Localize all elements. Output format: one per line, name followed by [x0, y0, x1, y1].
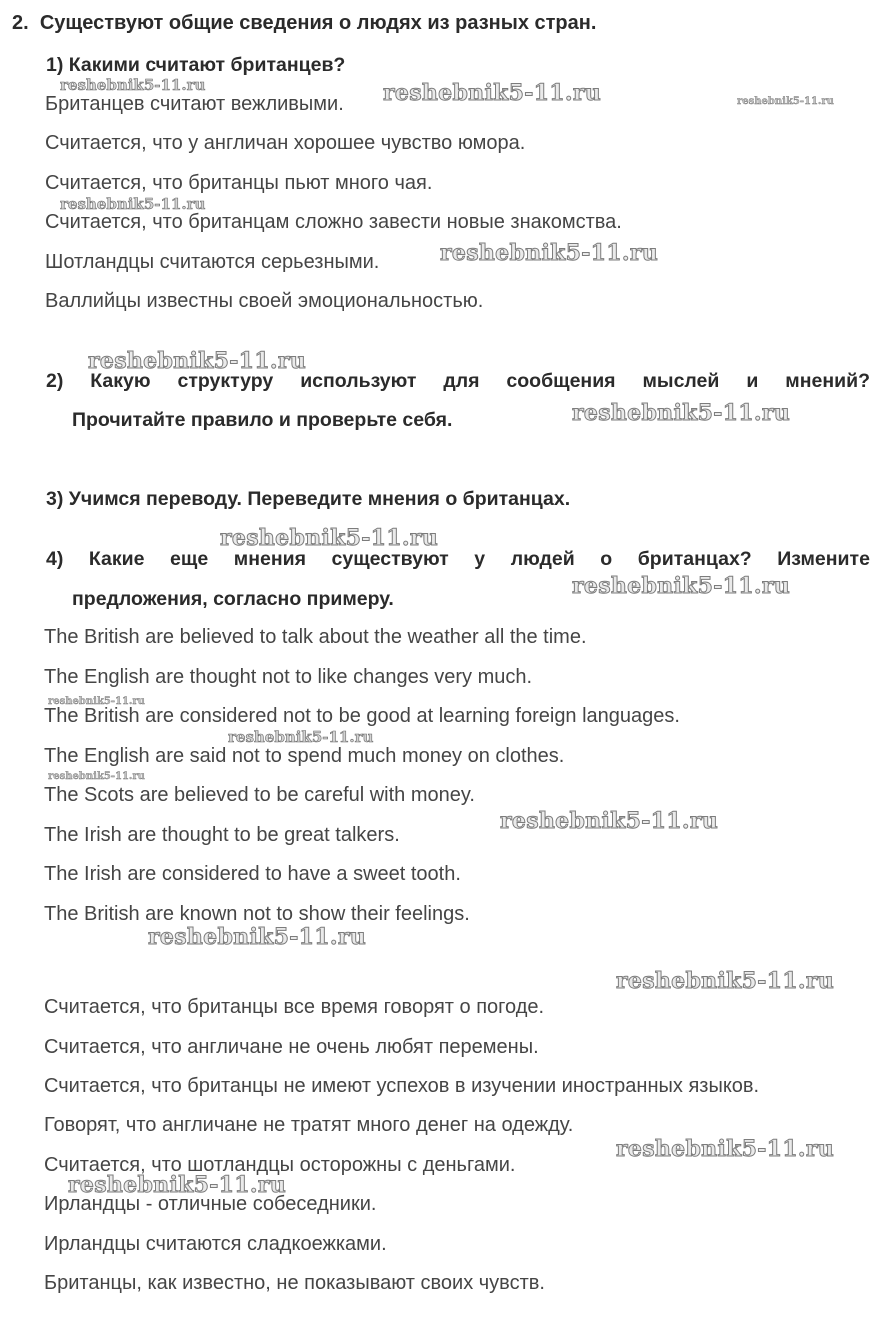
- english-sentence: The English are said not to spend much money on clothes.: [44, 745, 565, 767]
- watermark: reshebnik5-11.ru: [572, 400, 791, 426]
- heading-word: людей: [510, 548, 575, 570]
- russian-translation: Считается, что британцы все время говорят о погоде.: [44, 996, 545, 1018]
- heading-word: Какие: [88, 548, 145, 570]
- question-1-heading: 1) Какими считают британцев?: [46, 54, 346, 76]
- q1-answer: Считается, что у англичан хорошее чувство юмора.: [45, 132, 526, 154]
- english-sentence: The Irish are thought to be great talkers.: [44, 824, 400, 846]
- q1-answer: Считается, что британцам сложно завести новые знакомства.: [45, 211, 622, 233]
- question-number: 4): [46, 548, 64, 570]
- task-title: Существуют общие сведения о людях из разных стран.: [39, 12, 597, 34]
- heading-word: для: [443, 370, 480, 392]
- russian-translation: Британцы, как известно, не показывают своих чувств.: [44, 1272, 545, 1294]
- watermark: reshebnik5-11.ru: [60, 195, 206, 213]
- russian-translation: Считается, что англичане не очень любят перемены.: [44, 1036, 539, 1058]
- english-sentence: The British are considered not to be good at learning foreign languages.: [44, 705, 680, 727]
- english-sentence: The Scots are believed to be careful with money.: [44, 784, 475, 806]
- english-sentence: The Irish are considered to have a sweet tooth.: [44, 863, 461, 885]
- heading-word: мнения: [233, 548, 306, 570]
- heading-word: сообщения: [506, 370, 616, 392]
- watermark: reshebnik5-11.ru: [616, 968, 835, 994]
- heading-word: используют: [300, 370, 417, 392]
- question-4-instruction: предложения, согласно примеру.: [72, 588, 394, 610]
- watermark: reshebnik5-11.ru: [88, 348, 307, 374]
- watermark: reshebnik5-11.ru: [48, 696, 145, 707]
- heading-word: британцах?: [637, 548, 752, 570]
- english-sentence: The British are known not to show their feelings.: [44, 903, 470, 925]
- watermark: reshebnik5-11.ru: [68, 1172, 287, 1198]
- russian-translation: Ирландцы - отличные собеседники.: [44, 1193, 377, 1215]
- watermark: reshebnik5-11.ru: [148, 924, 367, 950]
- heading-word: Измените: [777, 548, 870, 570]
- watermark: reshebnik5-11.ru: [616, 1136, 835, 1162]
- watermark: reshebnik5-11.ru: [737, 96, 834, 107]
- russian-translation: Считается, что британцы не имеют успехов в изучении иностранных языков.: [44, 1075, 760, 1097]
- heading-word: о: [600, 548, 613, 570]
- watermark: reshebnik5-11.ru: [500, 808, 719, 834]
- watermark: reshebnik5-11.ru: [228, 728, 374, 746]
- heading-word: у: [474, 548, 486, 570]
- heading-word: еще: [170, 548, 209, 570]
- russian-translation: Ирландцы считаются сладкоежками.: [44, 1233, 387, 1255]
- question-number: 2): [46, 370, 64, 392]
- task-header: [12, 12, 596, 35]
- watermark: reshebnik5-11.ru: [383, 80, 602, 106]
- heading-word: структуру: [177, 370, 274, 392]
- question-2-heading: [46, 370, 870, 393]
- watermark: reshebnik5-11.ru: [572, 573, 791, 599]
- q1-answer: Валлийцы известны своей эмоциональностью.: [45, 290, 484, 312]
- task-number: 2.: [12, 12, 29, 34]
- russian-translation: Считается, что шотландцы осторожны с деньгами.: [44, 1154, 516, 1176]
- question-2-instruction: Прочитайте правило и проверьте себя.: [72, 409, 453, 431]
- q1-answer: Считается, что британцы пьют много чая.: [45, 172, 433, 194]
- q1-answer: Британцев считают вежливыми.: [45, 93, 344, 115]
- heading-word: и: [746, 370, 759, 392]
- question-4-heading: [46, 548, 870, 571]
- heading-word: мнений?: [785, 370, 870, 392]
- question-3-heading: 3) Учимся переводу. Переведите мнения о британцах.: [46, 488, 571, 510]
- heading-word: мыслей: [642, 370, 720, 392]
- russian-translation: Говорят, что англичане не тратят много денег на одежду.: [44, 1114, 574, 1136]
- watermark: reshebnik5-11.ru: [440, 240, 659, 266]
- watermark: reshebnik5-11.ru: [48, 771, 145, 782]
- q1-answer: Шотландцы считаются серьезными.: [45, 251, 380, 273]
- english-sentence: The British are believed to talk about the weather all the time.: [44, 626, 587, 648]
- heading-word: Какую: [90, 370, 151, 392]
- watermark: reshebnik5-11.ru: [60, 76, 206, 94]
- watermark: reshebnik5-11.ru: [220, 525, 439, 551]
- english-sentence: The English are thought not to like changes very much.: [44, 666, 533, 688]
- heading-word: существуют: [331, 548, 449, 570]
